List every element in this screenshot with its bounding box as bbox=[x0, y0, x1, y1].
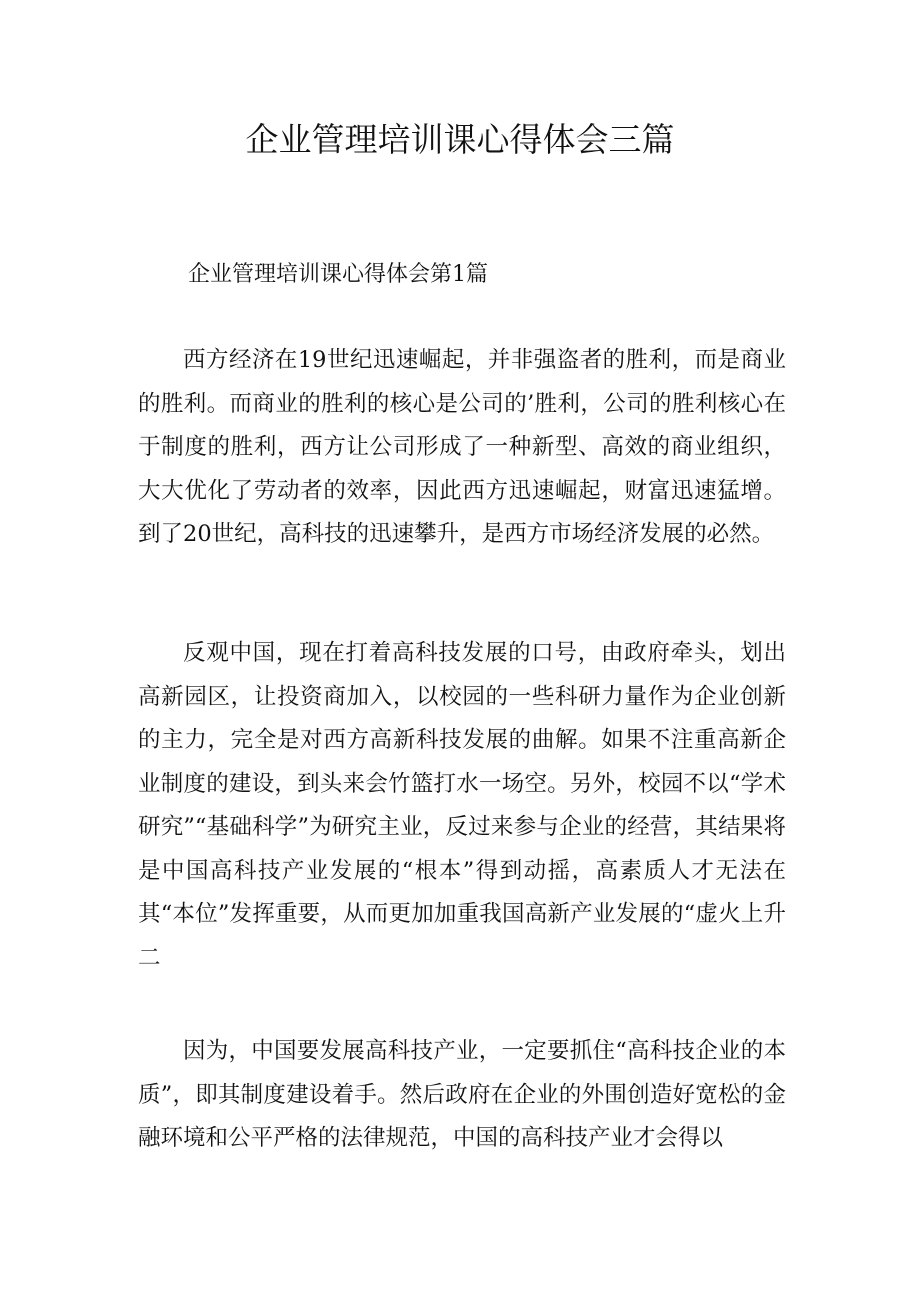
paragraph-1: 西方经济在19世纪迅速崛起，并非强盗者的胜利，而是商业的胜利。而商业的胜利的核心是公司的’胜利，公司的胜利核心在于制度的胜利，西方让公司形成了一种新型、高效的商业组织，大大优化了劳动者的效率，因此西方迅速崛起，财富迅速猛增。到了20世纪，高科技的迅速攀升，是西方市场经济发展的必然。 bbox=[138, 347, 786, 547]
paragraph-3: 因为，中国要发展高科技产业，一定要抓住“高科技企业的本质”，即其制度建设着手。然后政府在企业的外围创造好宽松的金融环境和公平严格的法律规范，中国的高科技产业才会得以 bbox=[138, 1038, 786, 1151]
paragraph-2: 反观中国，现在打着高科技发展的口号，由政府牵头，划出高新园区，让投资商加入，以校园的一些科研力量作为企业创新的主力，完全是对西方高新科技发展的曲解。如果不注重高新企业制度的建设，到头来会竹篮打水一场空。另外，校园不以“学术研究”“基础科学”为研究主业，反过来参与企业的经营，其结果将是中国高科技产业发展的“根本”得到动摇，高素质人才无法在其“本位”发挥重要，从而更加加重我国高新产业发展的“虚火上升二 bbox=[138, 640, 786, 971]
section-heading: 企业管理培训课心得体会第1篇 bbox=[188, 262, 488, 287]
document-title: 企业管理培训课心得体会三篇 bbox=[245, 120, 675, 159]
